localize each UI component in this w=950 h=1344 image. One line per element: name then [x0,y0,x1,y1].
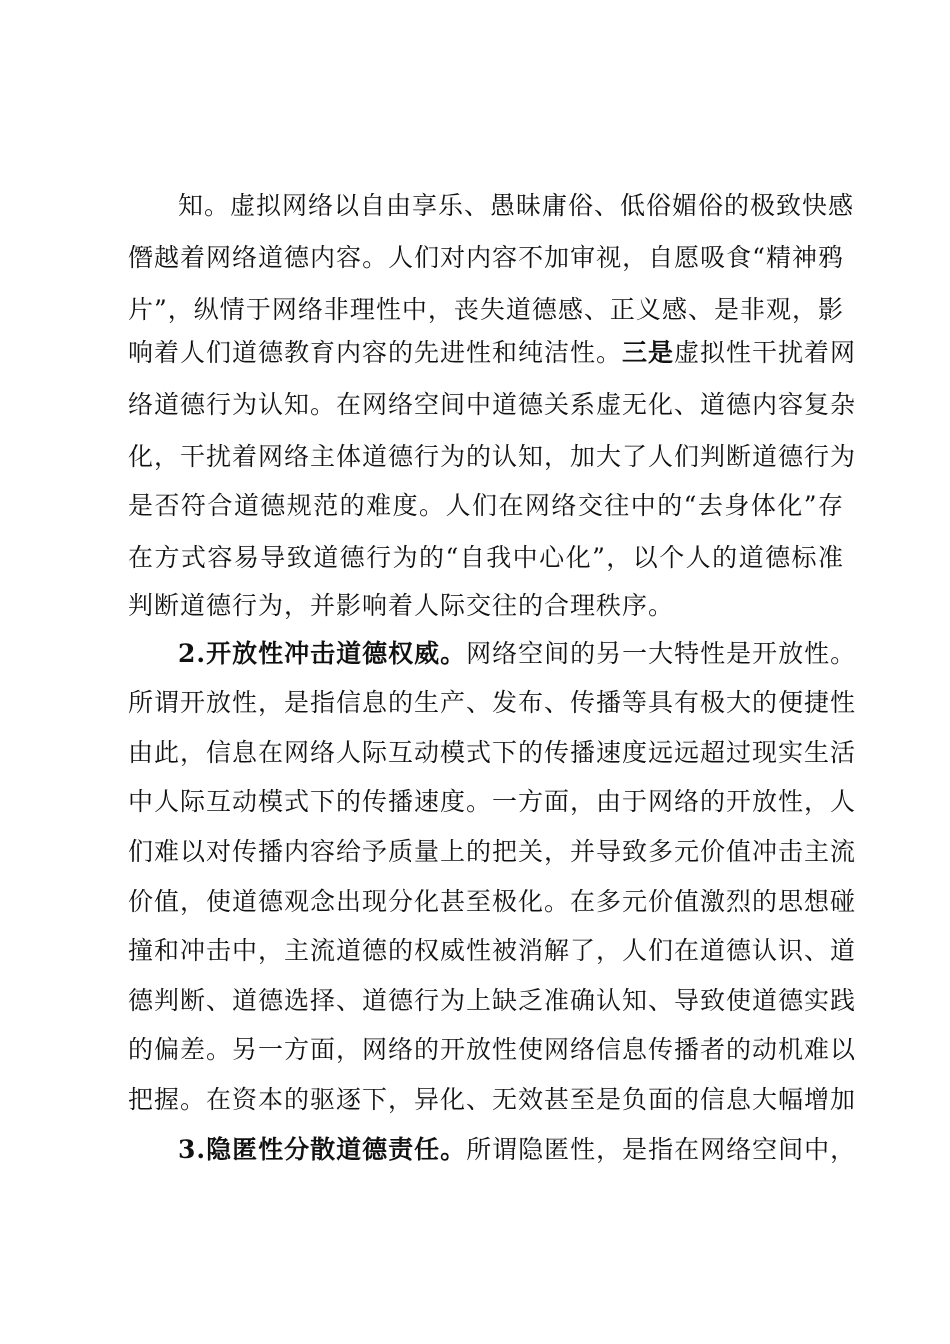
text-run: 德判断、道德选择、道德行为上缺乏准确认知、导致使道德实践 [128,986,857,1015]
text-line [178,1124,857,1176]
text-line [128,1074,857,1126]
text-run: 虚拟性干扰着网 [674,338,857,367]
text-line [128,975,857,1027]
text-run: 价值，使道德观念出现分化甚至极化。在多元价值激烈的思想碰 [128,887,857,916]
text-run: 片”，纵情于网络非理性中，丧失道德感、正义感、是非观，影 [128,295,844,324]
text-run: 由此，信息在网络人际互动模式下的传播速度远远超过现实生活 [128,738,857,767]
text-run: 撞和冲击中，主流道德的权威性被消解了，人们在道德认识、道 [128,936,857,965]
text-line [128,232,844,284]
text-line [128,727,857,779]
text-line [128,580,844,632]
text-line [128,1024,857,1076]
text-run: 网络空间的另一大特性是开放性。 [466,639,857,668]
text-run: 们难以对传播内容给予质量上的把关，并导致多元价值冲击主流 [128,837,857,866]
text-line [128,876,857,928]
text-run: 是否符合道德规范的难度。人们在网络交往中的“去身体化”存 [128,491,844,520]
text-line [128,379,857,431]
bold-heading-run: 3.隐匿性分散道德责任。 [178,1135,467,1164]
bold-heading-run: 三是 [622,338,675,367]
text-line [128,925,857,977]
bold-heading-run: 2.开放性冲击道德权威。 [178,639,467,668]
text-run: 的偏差。另一方面，网络的开放性使网络信息传播者的动机难以 [128,1035,857,1064]
text-run: 把握。在资本的驱逐下，异化、无效甚至是负面的信息大幅增加 [128,1085,857,1114]
text-run: 络道德行为认知。在网络空间中道德关系虚无化、道德内容复杂 [128,390,857,419]
text-run: 所谓开放性，是指信息的生产、发布、传播等具有极大的便捷性 [128,688,857,717]
text-line [128,677,857,729]
text-run: 响着人们道德教育内容的先进性和纯洁性。 [128,338,623,367]
text-line [128,776,857,828]
text-line [128,431,857,483]
text-run: 化，干扰着网络主体道德行为的认知，加大了人们判断道德行为 [128,442,857,471]
text-run: 僭越着网络道德内容。人们对内容不加审视，自愿吸食“精神鸦 [128,243,844,272]
text-line [178,180,855,232]
text-run: 所谓隐匿性，是指在网络空间中， [466,1135,857,1164]
text-run: 知。虚拟网络以自由享乐、愚昧庸俗、低俗媚俗的极致快感 [178,191,855,220]
text-line [128,480,844,532]
text-line [128,532,844,584]
text-line [128,826,857,878]
text-line [128,327,857,379]
text-run: 判断道德行为，并影响着人际交往的合理秩序。 [128,591,675,620]
text-line [178,628,857,680]
text-run: 中人际互动模式下的传播速度。一方面，由于网络的开放性，人 [128,787,857,816]
text-run: 在方式容易导致道德行为的“自我中心化”，以个人的道德标准 [128,543,844,572]
